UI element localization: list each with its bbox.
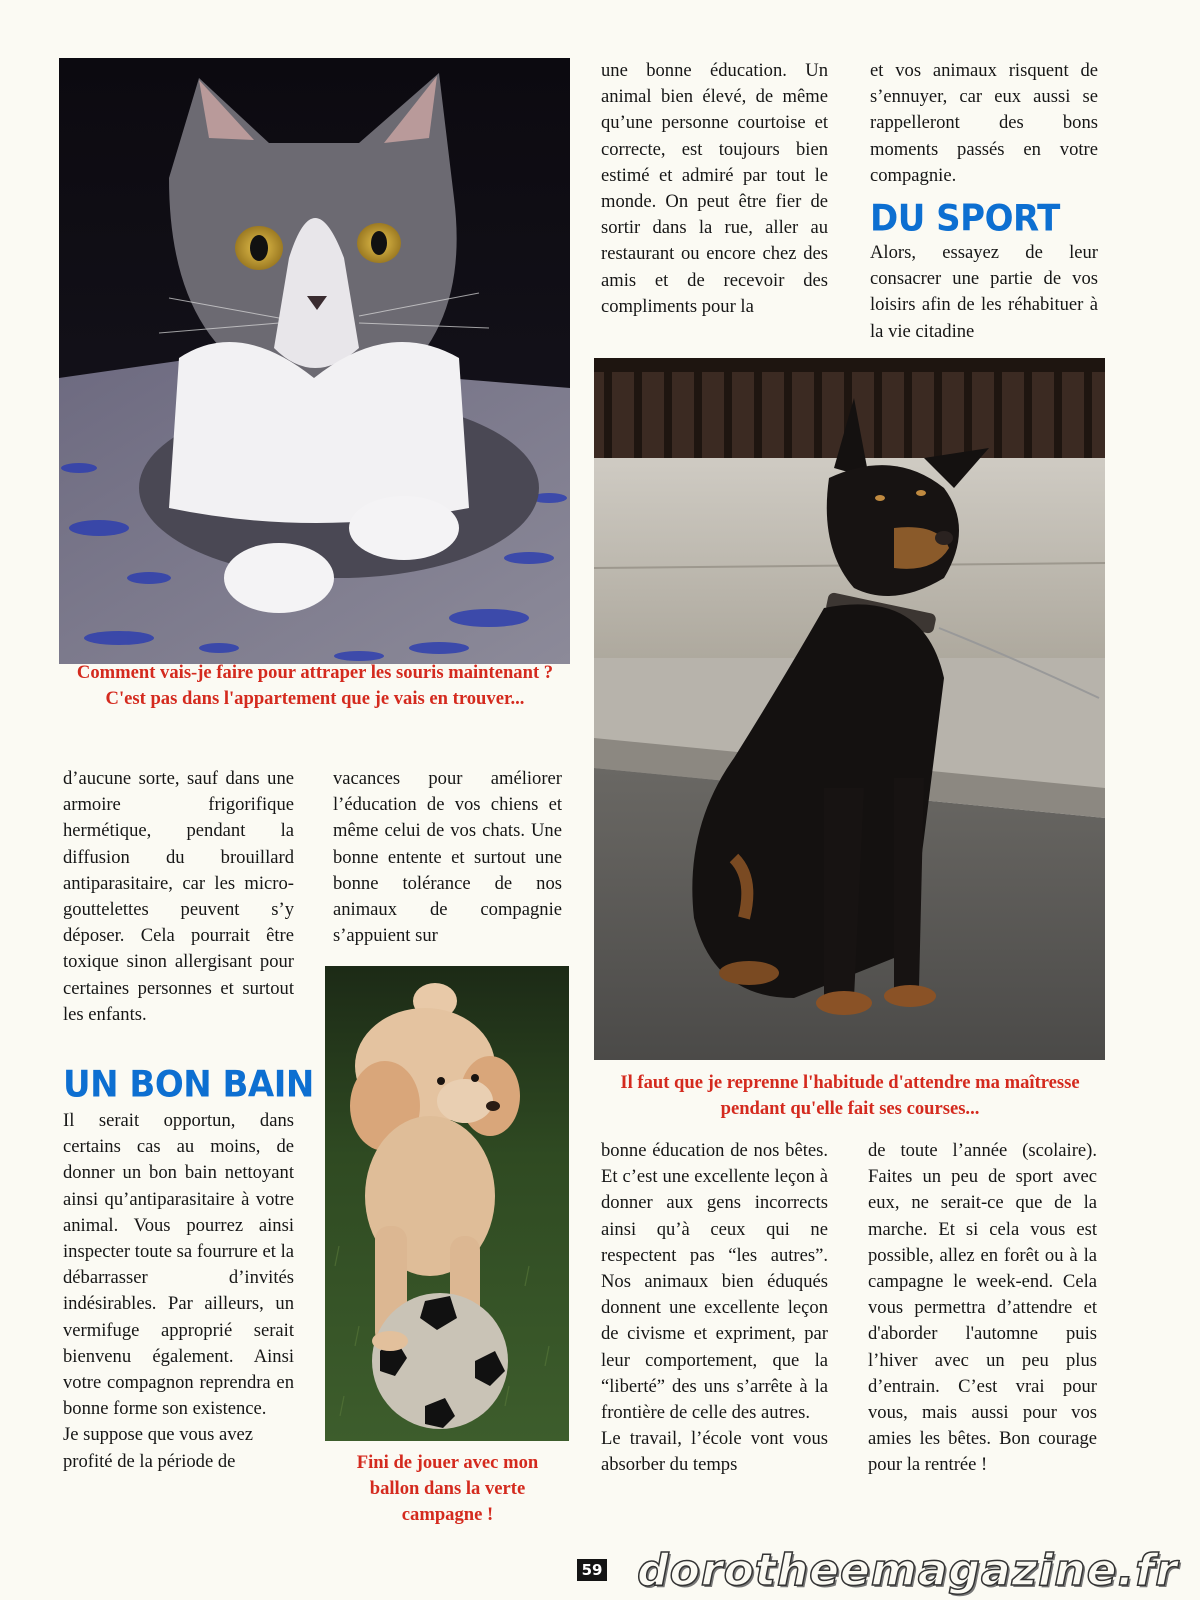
doberman-photo-icon <box>594 358 1105 1060</box>
top-column-4 <box>870 58 1098 189</box>
poodle-caption: Fini de jouer avec mon ballon dans la verte campagne ! <box>356 1452 539 1525</box>
heading-du-sport: DU SPORT <box>870 197 1060 241</box>
cat-photo-icon <box>59 58 570 664</box>
bottom-column-4 <box>868 1138 1097 1479</box>
paragraph: Le travail, l’école vont vous absorber du temps <box>601 1428 828 1476</box>
paragraph: vacances pour améliorer l’éducation de vos chiens et même celui de vos chats. Une bonne entente et surtout une bonne tolérance de nos animaux de compagnie s’appuient sur <box>333 768 562 947</box>
page-number: 59 <box>577 1559 607 1581</box>
bottom-column-3 <box>601 1138 828 1479</box>
paragraph: Alors, essayez de leur consacrer une partie de vos loisirs afin de les réhabituer à la vie citadine <box>870 242 1098 342</box>
paragraph: et vos animaux risquent de s’ennuyer, car eux aussi se rappelleront des bons moments passés en votre compagnie. <box>870 60 1098 186</box>
left-column <box>63 766 294 1028</box>
paragraph: d’aucune sorte, sauf dans une armoire frigorifique hermétique, pendant la diffusion du brouillard antiparasitaire, car les micro-gouttelettes peuvent s’y déposer. Cela pourrait être toxique sinon allergisant pour certaines personnes et surtout les enfants. <box>63 768 294 1025</box>
paragraph: Il serait opportun, dans certains cas au moins, de donner un bon bain nettoyant ainsi qu’antiparasitaire à votre animal. Vous pourrez ainsi inspecter toute sa fourrure et la débarrasser d’invités indésirables. Par ailleurs, un vermifuge approprié serait bienvenu également. Ainsi votre compagnon reprendra en bonne forme son existence. <box>63 1110 294 1420</box>
poodle-photo-icon <box>325 966 569 1441</box>
top-column-4-continued <box>870 240 1098 345</box>
heading-un-bon-bain: UN BON BAIN <box>63 1063 314 1107</box>
cat-photo <box>59 58 570 664</box>
poodle-photo <box>325 966 569 1441</box>
top-column-3 <box>601 58 828 320</box>
site-watermark: dorotheemagazine.fr <box>637 1545 1178 1596</box>
paragraph: de toute l’année (scolaire). Faites un peu de sport avec eux, ne serait-ce que de la marche. Et si cela vous est possible, allez en forêt ou à la campagne le week-end. Cela vous permettra d’attendre et d'aborder l'automne puis l’hiver avec un peu plus d’entrain. C’est vrai pour vous, mais aussi pour vos amies les bêtes. Bon courage pour la rentrée ! <box>868 1140 1097 1476</box>
middle-column <box>333 766 562 949</box>
doberman-caption: Il faut que je reprenne l'habitude d'attendre ma maîtresse pendant qu'elle fait ses courses... <box>620 1072 1080 1119</box>
paragraph: Je suppose que vous avez profité de la période de <box>63 1424 254 1472</box>
left-column-continued <box>63 1108 294 1475</box>
doberman-photo <box>594 358 1105 1060</box>
paragraph: bonne éducation de nos bêtes. Et c’est une excellente leçon à donner aux gens incorrects ainsi qu’à ceux qui ne respectent pas “les autres”. Nos animaux bien éduqués donnent une excellente leçon de civisme et expriment, par leur comportement, que la “liberté” des uns s’arrête à la frontière de celle des autres. <box>601 1140 828 1424</box>
paragraph: une bonne éducation. Un animal bien élevé, de même qu’une personne courtoise et correcte, est toujours bien estimé et admiré par tout le monde. On peut être fier de sortir dans la rue, aller au restaurant ou encore chez des amis et de recevoir des compliments pour la <box>601 60 828 317</box>
cat-caption: Comment vais-je faire pour attraper les souris maintenant ? C'est pas dans l'appartement que je vais en trouver... <box>76 662 554 709</box>
